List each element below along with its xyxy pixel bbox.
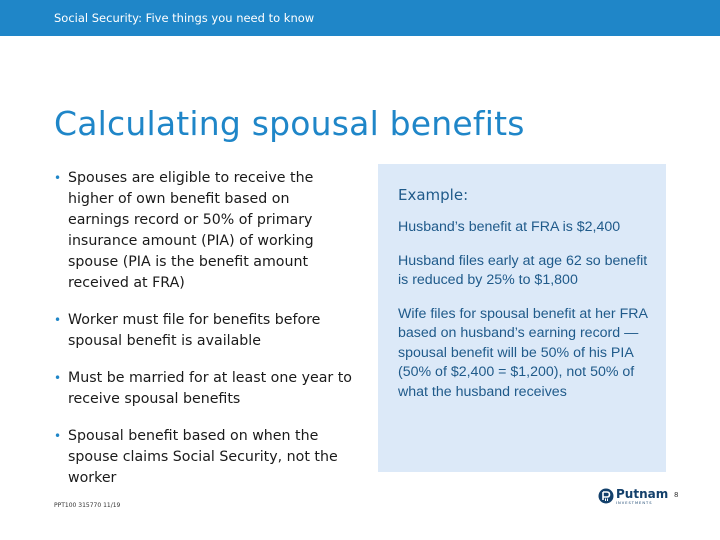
example-paragraphs	[398, 218, 653, 416]
bullet-text: Worker must file for benefits before spousal benefit is available	[68, 312, 321, 349]
bullet-text: Must be married for at least one year to receive spousal benefits	[68, 370, 352, 407]
putnam-logo-icon	[598, 488, 614, 504]
bullet-text: Spouses are eligible to receive the higher of own benefit based on earnings record or 50% of primary insurance amount (PIA) of working spouse (PIA is the benefit amount received at FRA)	[68, 170, 314, 291]
slide-title: Calculating spousal benefits	[54, 104, 525, 143]
bullet-item	[54, 426, 354, 489]
page-number: 8	[674, 491, 679, 499]
example-heading: Example:	[398, 186, 469, 204]
bullet-item	[54, 368, 354, 410]
header-bar	[0, 0, 720, 36]
logo-text: Putnam	[616, 487, 669, 501]
bullet-icon: •	[54, 313, 62, 327]
bullet-icon: •	[54, 171, 62, 185]
example-paragraph: Wife files for spousal benefit at her FRA based on husband’s earning record — spousal benefit will be 50% of his PIA (50% of $2,400 = $1,200), not 50% of what the husband receives	[398, 305, 648, 400]
bullet-item	[54, 168, 354, 294]
putnam-logo	[598, 488, 668, 506]
example-paragraph: Husband’s benefit at FRA is $2,400	[398, 219, 621, 235]
bullet-icon: •	[54, 371, 62, 385]
bullet-text: Spousal benefit based on when the spouse claims Social Security, not the worker	[68, 428, 338, 486]
example-box	[378, 164, 666, 472]
bullet-icon: •	[54, 429, 62, 443]
header-text: Social Security: Five things you need to know	[54, 11, 315, 25]
logo-subtext: INVESTMENTS	[616, 501, 653, 505]
bullet-item	[54, 310, 354, 352]
bullet-list	[54, 168, 354, 489]
footer-code: PPT100 315770 11/19	[54, 502, 121, 509]
example-paragraph: Husband files early at age 62 so benefit is reduced by 25% to $1,800	[398, 252, 648, 288]
